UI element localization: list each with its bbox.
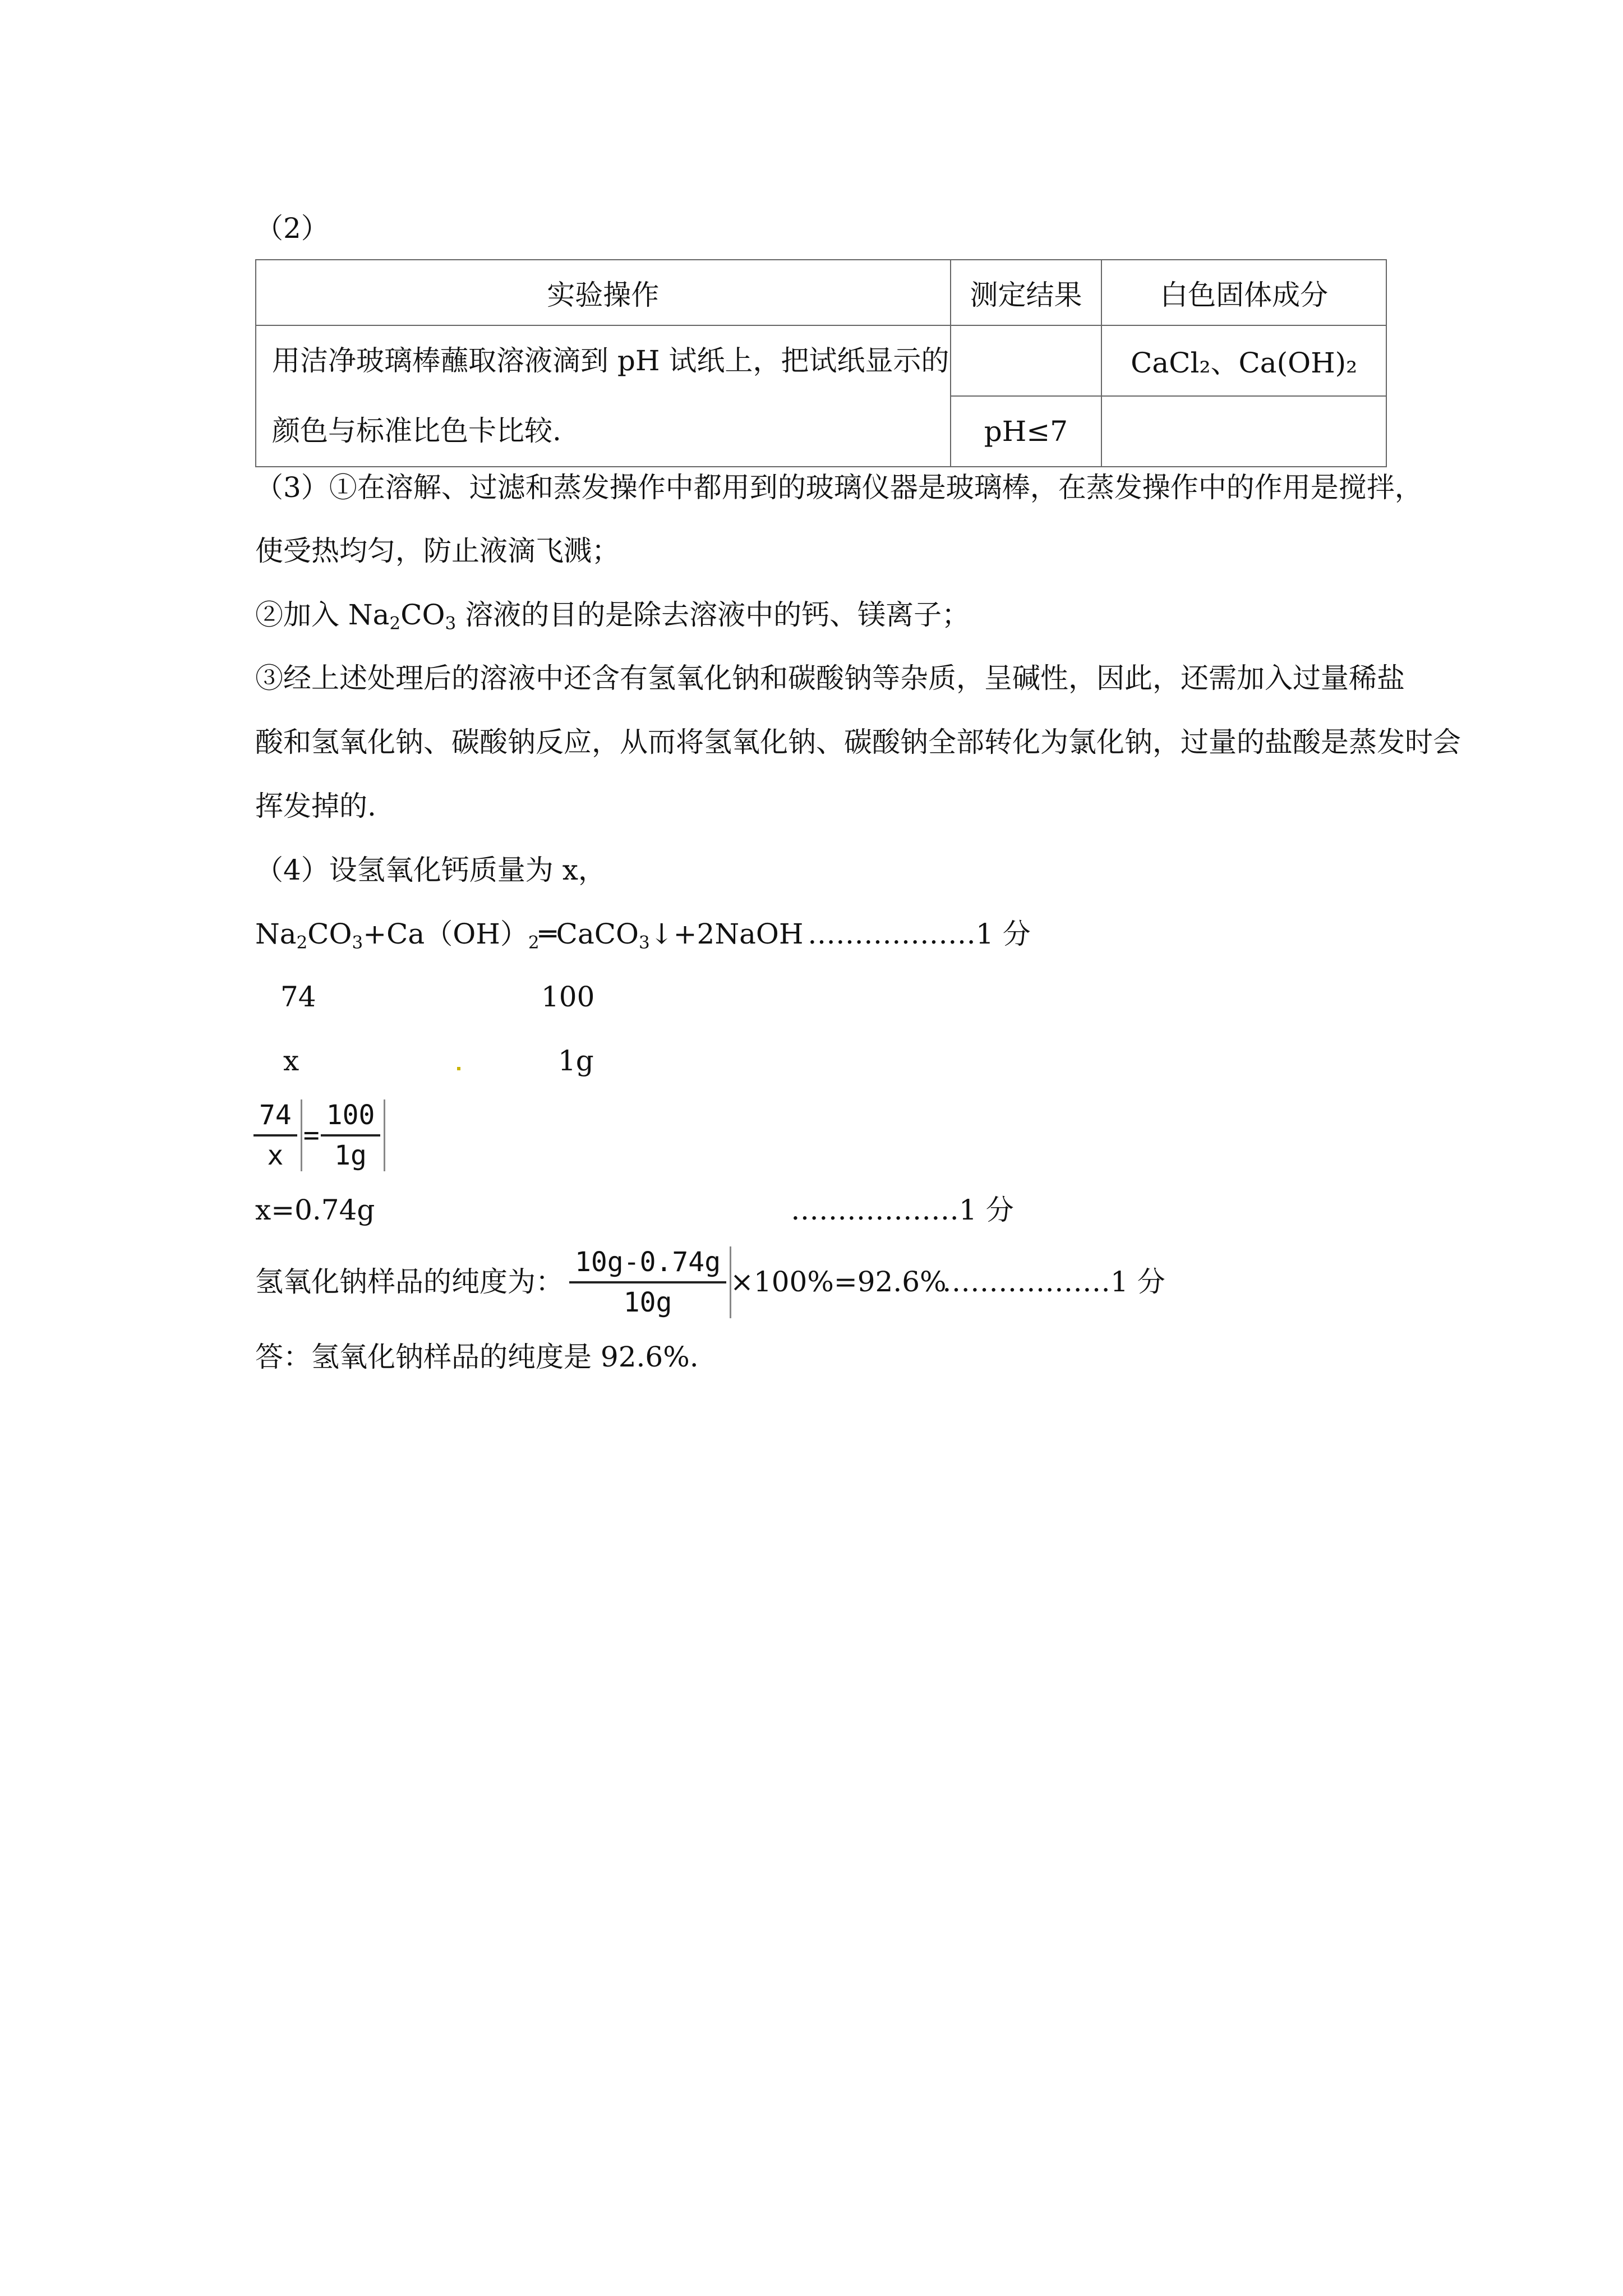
molar-mass-100: 100 <box>541 981 595 1013</box>
stray-mark <box>457 1067 460 1070</box>
header-solid: 白色固体成分 <box>1101 260 1386 325</box>
score-2: ………………1 分 <box>791 1194 1014 1226</box>
proportion-fractions <box>253 1099 385 1171</box>
part4-intro: （4）设氢氧化钙质量为 x， <box>255 854 606 886</box>
fraction-74-x: $\frac{74}{x}$ <box>253 1099 302 1171</box>
score-3: ………………1 分 <box>942 1266 1165 1298</box>
operation-line-1: 用洁净玻璃棒蘸取溶液滴到 pH 试纸上，把试纸显示的 <box>272 344 949 377</box>
fraction-100-1g: $\frac{100}{1g}$ <box>321 1099 386 1171</box>
part3-p2: ②加入 $Na_2CO_3$ 溶液的目的是除去溶液中的钙、镁离子； <box>255 599 970 634</box>
x-result: x=0.74g <box>255 1194 375 1226</box>
header-result: 测定结果 <box>951 260 1102 325</box>
purity-fraction: $\frac{10g-0.74g}{10g}$ <box>569 1246 731 1318</box>
experiment-table <box>255 259 1387 467</box>
purity-label: 氢氧化钠样品的纯度为： <box>255 1266 564 1298</box>
mass-1g: 1g <box>558 1045 594 1077</box>
chemical-equation: $Na_2CO_3+Ca(OH)_2═CaCO_3↓+2NaOH$ <box>255 918 804 953</box>
solid-cell-2 <box>1101 396 1386 467</box>
result-cell-1 <box>951 325 1102 396</box>
part3-p3-line3: 挥发掉的. <box>255 790 376 822</box>
operation-cell <box>256 325 951 467</box>
header-operation: 实验操作 <box>256 260 951 325</box>
final-answer: 答：氢氧化钠样品的纯度是 92.6%. <box>255 1341 699 1373</box>
part3-p3-line1: ③经上述处理后的溶液中还含有氢氧化钠和碳酸钠等杂质，呈碱性，因此，还需加入过量稀盐 <box>255 662 1405 694</box>
table-header-row <box>256 260 1386 325</box>
operation-line-2: 颜色与标准比色卡比较. <box>272 415 561 447</box>
molar-mass-74: 74 <box>280 981 316 1013</box>
table-row <box>256 325 1386 396</box>
unknown-x: x <box>283 1045 299 1077</box>
part3-p3-line2: 酸和氢氧化钠、碳酸钠反应，从而将氢氧化钠、碳酸钠全部转化为氯化钠，过量的盐酸是蒸发时会 <box>255 726 1461 758</box>
equals-sign: = <box>303 1120 320 1151</box>
part3-p1-line2: 使受热均匀，防止液滴飞溅； <box>255 535 620 567</box>
purity-tail: ×100%=92.6% <box>730 1266 947 1298</box>
solid-cell-1: CaCl₂、Ca(OH)₂ <box>1101 325 1386 396</box>
part2-label: （2） <box>255 212 329 245</box>
result-cell-2: pH≤7 <box>951 396 1102 467</box>
part3-p1-line1: （3）①在溶解、过滤和蒸发操作中都用到的玻璃仪器是玻璃棒，在蒸发操作中的作用是搅拌， <box>255 471 1423 504</box>
score-1: ………………1 分 <box>808 918 1031 950</box>
